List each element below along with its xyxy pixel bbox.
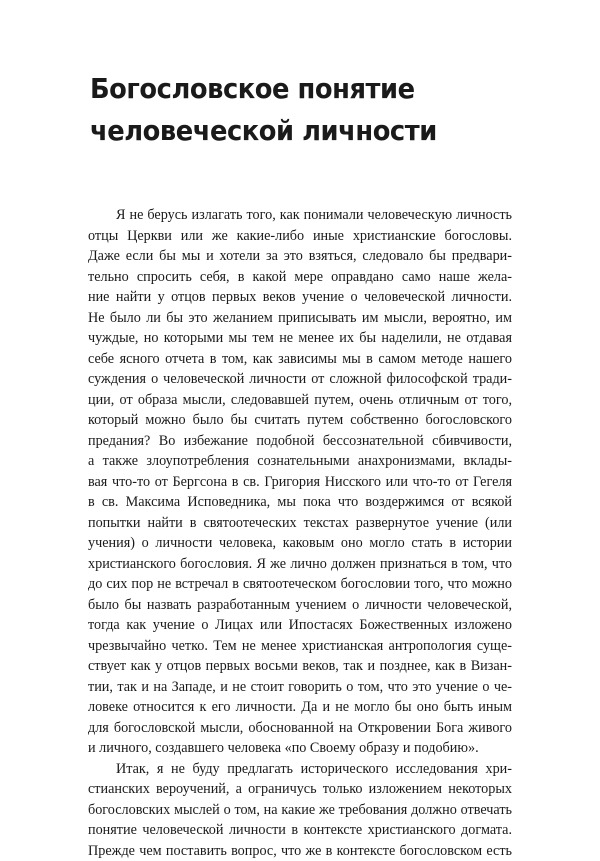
text-line: тельно спросить себя, в какой мере оправдано само наше жела- xyxy=(88,267,512,288)
text-line: до сих пор не встречал в святоотеческом богословии того, что можно xyxy=(88,574,512,595)
text-line: христианского богословия. Я же лично должен признаться в том, что xyxy=(88,554,512,575)
text-line: богословских мыслей о том, на какие же требования должно отвечать xyxy=(88,800,512,821)
text-line: суждения о человеческой личности от сложной философской тради- xyxy=(88,369,512,390)
chapter-title-line: человеческой личности xyxy=(90,110,495,152)
text-line: Я не берусь излагать того, как понимали человеческую личность xyxy=(88,205,512,226)
text-line: для богословской мысли, обоснованной на Откровении Бога живого xyxy=(88,718,512,739)
text-line: вая что-то от Бергсона в св. Григория Нисского или что-то от Гегеля xyxy=(88,472,512,493)
text-line: отцы Церкви или же какие-либо иные христианские богословы. xyxy=(88,226,512,247)
text-line: было бы назвать разработанным учением о личности человеческой, xyxy=(88,595,512,616)
text-line: Даже если бы мы и хотели за это взяться, следовало бы предвари- xyxy=(88,246,512,267)
text-line: а также злоупотребления сознательными анахронизмами, вклады- xyxy=(88,451,512,472)
text-line: тии, так и на Западе, и не стоит говорить о том, что это учение о че- xyxy=(88,677,512,698)
chapter-title xyxy=(90,68,495,152)
text-line: понятие человеческой личности в контексте христианского догмата. xyxy=(88,820,512,841)
text-line: Прежде чем поставить вопрос, что же в контексте богословском есть xyxy=(88,841,512,861)
text-line: ствует как у отцов первых восьми веков, так и позднее, как в Визан- xyxy=(88,656,512,677)
text-line: ции, от образа мысли, следовавшей путем, очень отличным от того, xyxy=(88,390,512,411)
body-text xyxy=(88,205,512,861)
text-line: тогда как учение о Лицах или Ипостасях Божественных изложено xyxy=(88,615,512,636)
text-line: попытки найти в святоотеческих текстах развернутое учение (или xyxy=(88,513,512,534)
chapter-title-line: Богословское понятие xyxy=(90,68,495,110)
text-line: который можно было бы считать путем собственно богословского xyxy=(88,410,512,431)
text-line: Итак, я не буду предлагать исторического исследования хри- xyxy=(88,759,512,780)
text-line: предания? Во избежание подобной бессознательной сбивчивости, xyxy=(88,431,512,452)
text-line: учения) о личности человека, каковым оно могло стать в истории xyxy=(88,533,512,554)
text-line: чрезвычайно четко. Тем не менее христианская антропология суще- xyxy=(88,636,512,657)
text-line: Не было ли бы это желанием приписывать им мысли, вероятно, им xyxy=(88,308,512,329)
text-line: и личного, создавшего человека «по Своему образу и подобию». xyxy=(88,738,512,759)
paragraph xyxy=(88,205,512,759)
text-line: ловеке относится к его личности. Да и не могло бы оно быть иным xyxy=(88,697,512,718)
text-line: чуждые, но которыми мы тем не менее их бы наделили, не отдавая xyxy=(88,328,512,349)
text-line: стианских вероучений, а ограничусь только изложением некоторых xyxy=(88,779,512,800)
text-line: себе ясного отчета в том, как зависимы мы в самом методе нашего xyxy=(88,349,512,370)
text-line: в св. Максима Исповедника, мы пока что воздержимся от всякой xyxy=(88,492,512,513)
paragraph xyxy=(88,759,512,861)
text-line: ние найти у отцов первых веков учение о человеческой личности. xyxy=(88,287,512,308)
